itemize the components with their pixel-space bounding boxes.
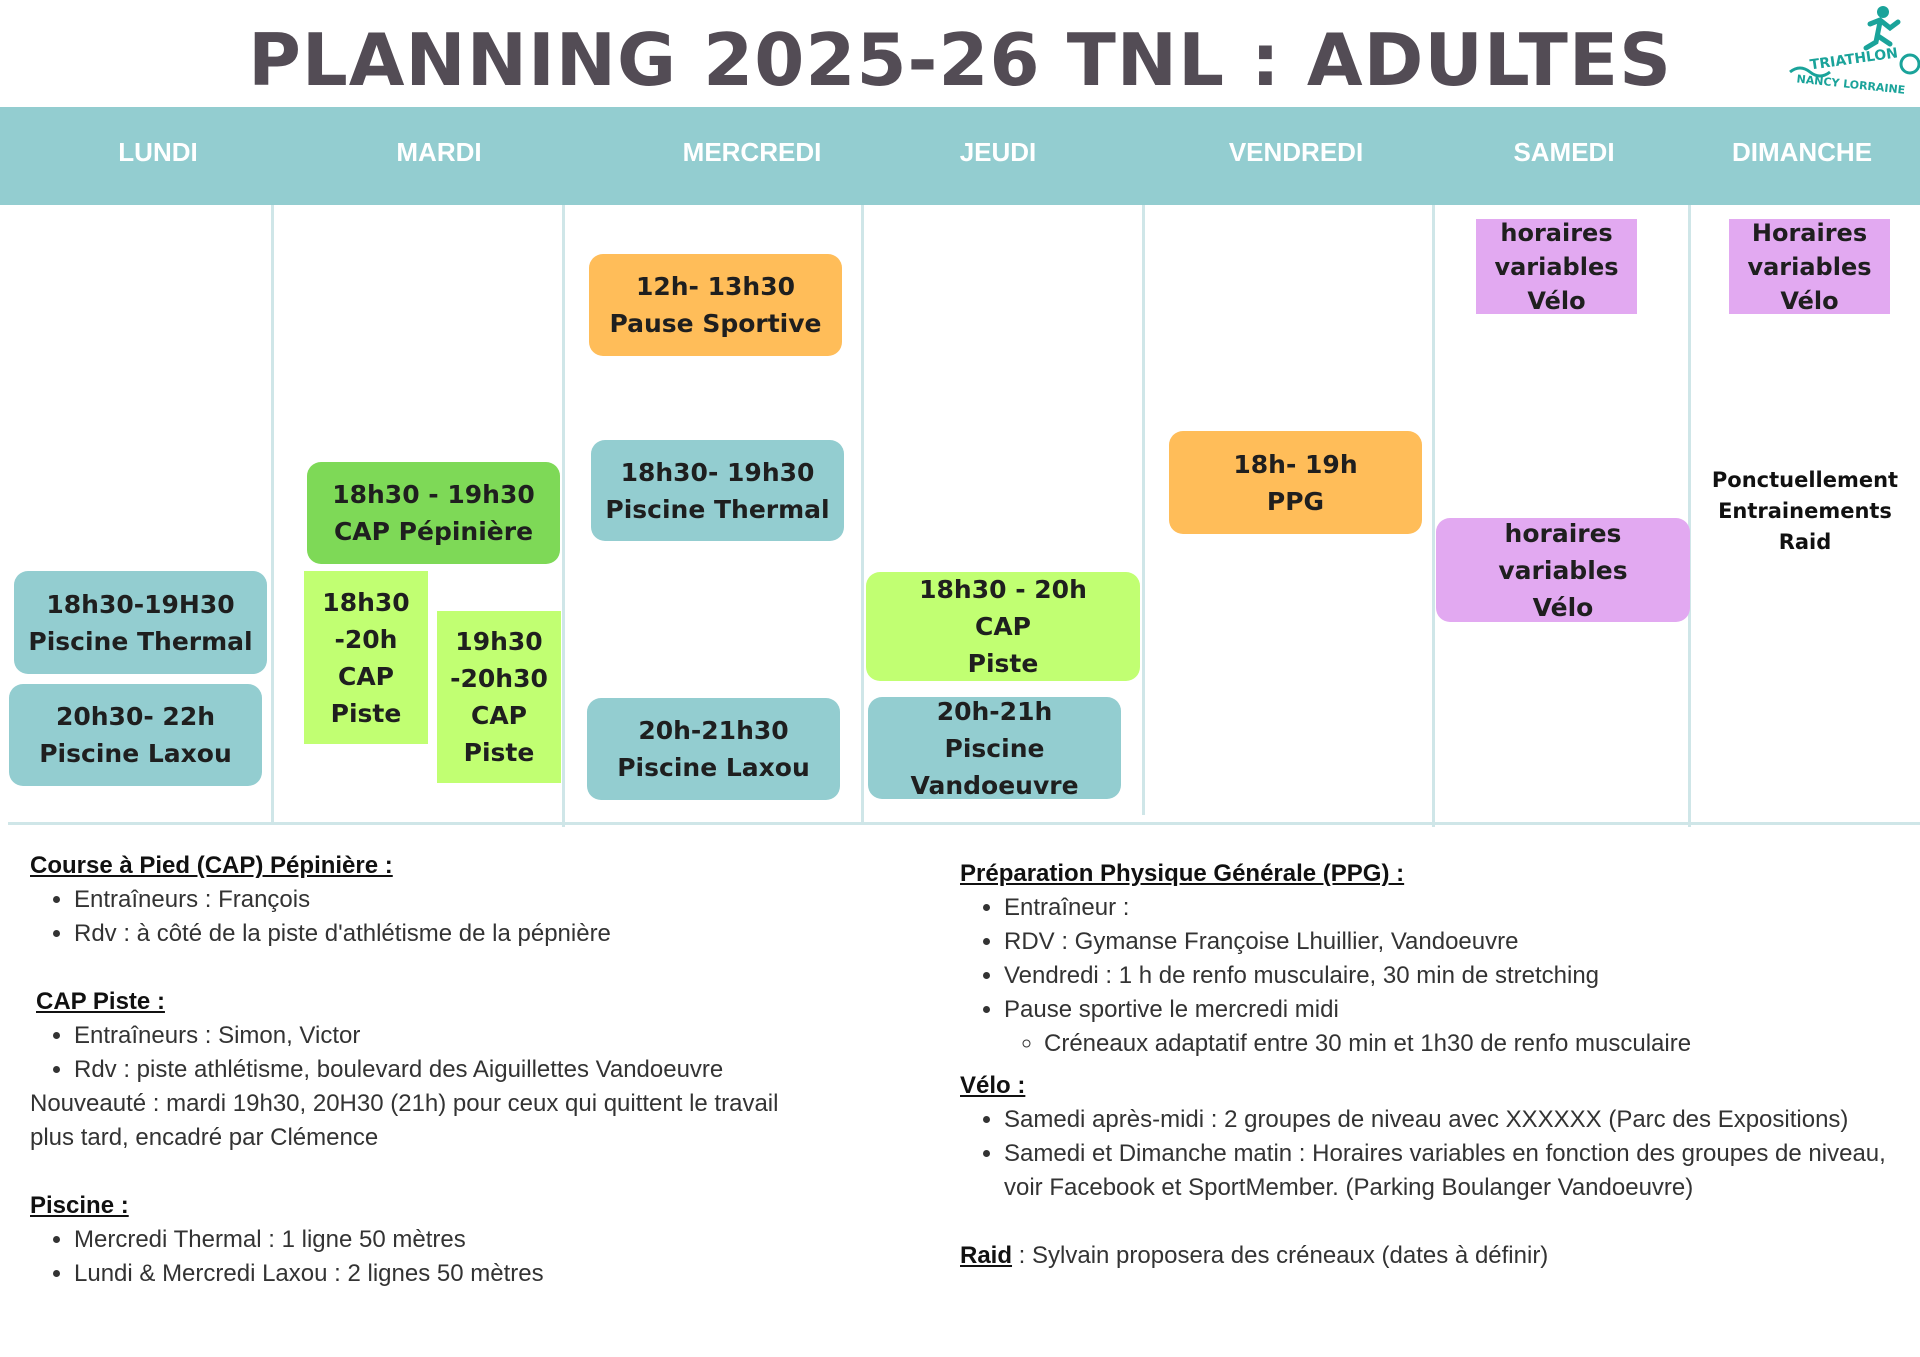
day-samedi: SAMEDI <box>1513 137 1615 167</box>
list-item: • Entraîneurs : François <box>74 883 930 917</box>
cap-piste-news-2: plus tard, encadré par Clémence <box>30 1124 379 1151</box>
ppg-heading: Préparation Physique Générale (PPG) : <box>960 860 1405 887</box>
days-header <box>0 107 1920 205</box>
column-divider <box>562 205 565 827</box>
session-samedi-velo-apresmidi: horaires variables Vélo <box>1436 518 1690 622</box>
session-jeudi-piscine-vandoeuvre: 20h-21h Piscine Vandoeuvre <box>868 697 1121 799</box>
list-item: • Mercredi Thermal : 1 ligne 50 mètres <box>74 1223 930 1257</box>
notes-left <box>30 849 930 1291</box>
session-mercredi-piscine-thermal: 18h30- 19h30 Piscine Thermal <box>591 440 844 541</box>
session-samedi-velo-matin: horaires variables Vélo <box>1476 219 1637 314</box>
raid-note <box>960 1239 1910 1273</box>
raid-text: : Sylvain proposera des créneaux (dates à définir) <box>1012 1242 1549 1269</box>
cap-piste-news-1: Nouveauté : mardi 19h30, 20H30 (21h) pour ceux qui quittent le travail <box>30 1090 779 1117</box>
day-jeudi: JEUDI <box>959 137 1037 167</box>
column-divider <box>1688 205 1691 827</box>
notes-right <box>960 857 1910 1273</box>
day-dimanche: DIMANCHE <box>1731 137 1873 167</box>
list-item: • Lundi & Mercredi Laxou : 2 lignes 50 mètres <box>74 1257 930 1291</box>
day-vendredi: VENDREDI <box>1228 137 1364 167</box>
day-mardi: MARDI <box>396 137 482 167</box>
column-divider <box>271 205 274 823</box>
cap-piste-heading: CAP Piste : <box>36 988 165 1015</box>
triathlon-logo <box>1780 2 1920 102</box>
list-item: • Samedi après-midi : 2 groupes de niveau avec XXXXXX (Parc des Expositions) <box>1004 1103 1910 1137</box>
session-vendredi-ppg: 18h- 19h PPG <box>1169 431 1422 534</box>
list-item: • Rdv : piste athlétisme, boulevard des Aiguillettes Vandoeuvre <box>74 1053 930 1087</box>
session-mercredi-pause-sportive: 12h- 13h30 Pause Sportive <box>589 254 842 356</box>
logo-text-2: NANCY LORRAINE <box>1795 72 1906 97</box>
list-item: • Entraîneur : <box>1004 891 1910 925</box>
session-mardi-cap-piste-2: 19h30 -20h30 CAP Piste <box>437 611 561 783</box>
session-dimanche-velo: Horaires variables Vélo <box>1729 219 1890 314</box>
cap-pepiniere-heading: Course à Pied (CAP) Pépinière : <box>30 852 393 879</box>
session-jeudi-cap-piste: 18h30 - 20h CAP Piste <box>866 572 1140 681</box>
page-title: PLANNING 2025-26 TNL : ADULTES <box>248 18 1672 102</box>
list-item: • RDV : Gymanse Françoise Lhuillier, Vandoeuvre <box>1004 925 1910 959</box>
list-item: • Rdv : à côté de la piste d'athlétisme de la pépnière <box>74 917 930 951</box>
day-mercredi: MERCREDI <box>682 137 822 167</box>
session-mardi-cap-piste-1: 18h30 -20h CAP Piste <box>304 571 428 744</box>
session-lundi-piscine-thermal: 18h30-19H30 Piscine Thermal <box>14 571 267 674</box>
day-lundi: LUNDI <box>118 137 198 167</box>
column-divider <box>1142 205 1145 815</box>
raid-heading: Raid <box>960 1242 1013 1269</box>
list-item: • Entraîneurs : Simon, Victor <box>74 1019 930 1053</box>
list-item: • Vendredi : 1 h de renfo musculaire, 30 min de stretching <box>1004 959 1910 993</box>
piscine-heading: Piscine : <box>30 1192 129 1219</box>
list-subitem: ◦ Créneaux adaptatif entre 30 min et 1h30 de renfo musculaire <box>1044 1027 1910 1061</box>
column-divider <box>1432 205 1435 827</box>
session-dimanche-raid: Ponctuellement Entrainements Raid <box>1711 468 1899 554</box>
logo-text-1: TRIATHLON <box>1808 45 1899 74</box>
grid-bottom-line <box>8 822 1920 825</box>
session-mardi-cap-pepiniere: 18h30 - 19h30 CAP Pépinière <box>307 462 560 564</box>
session-lundi-piscine-laxou: 20h30- 22h Piscine Laxou <box>9 684 262 786</box>
list-item: • Pause sportive le mercredi midi <box>1004 993 1910 1027</box>
session-mercredi-piscine-laxou: 20h-21h30 Piscine Laxou <box>587 698 840 800</box>
list-item: • Samedi et Dimanche matin : Horaires variables en fonction des groupes de niveau, voir Facebook et SportMember. (Parking Boulanger Vandoeuvre) <box>1004 1137 1910 1205</box>
column-divider <box>861 205 864 825</box>
velo-heading: Vélo : <box>960 1072 1026 1099</box>
